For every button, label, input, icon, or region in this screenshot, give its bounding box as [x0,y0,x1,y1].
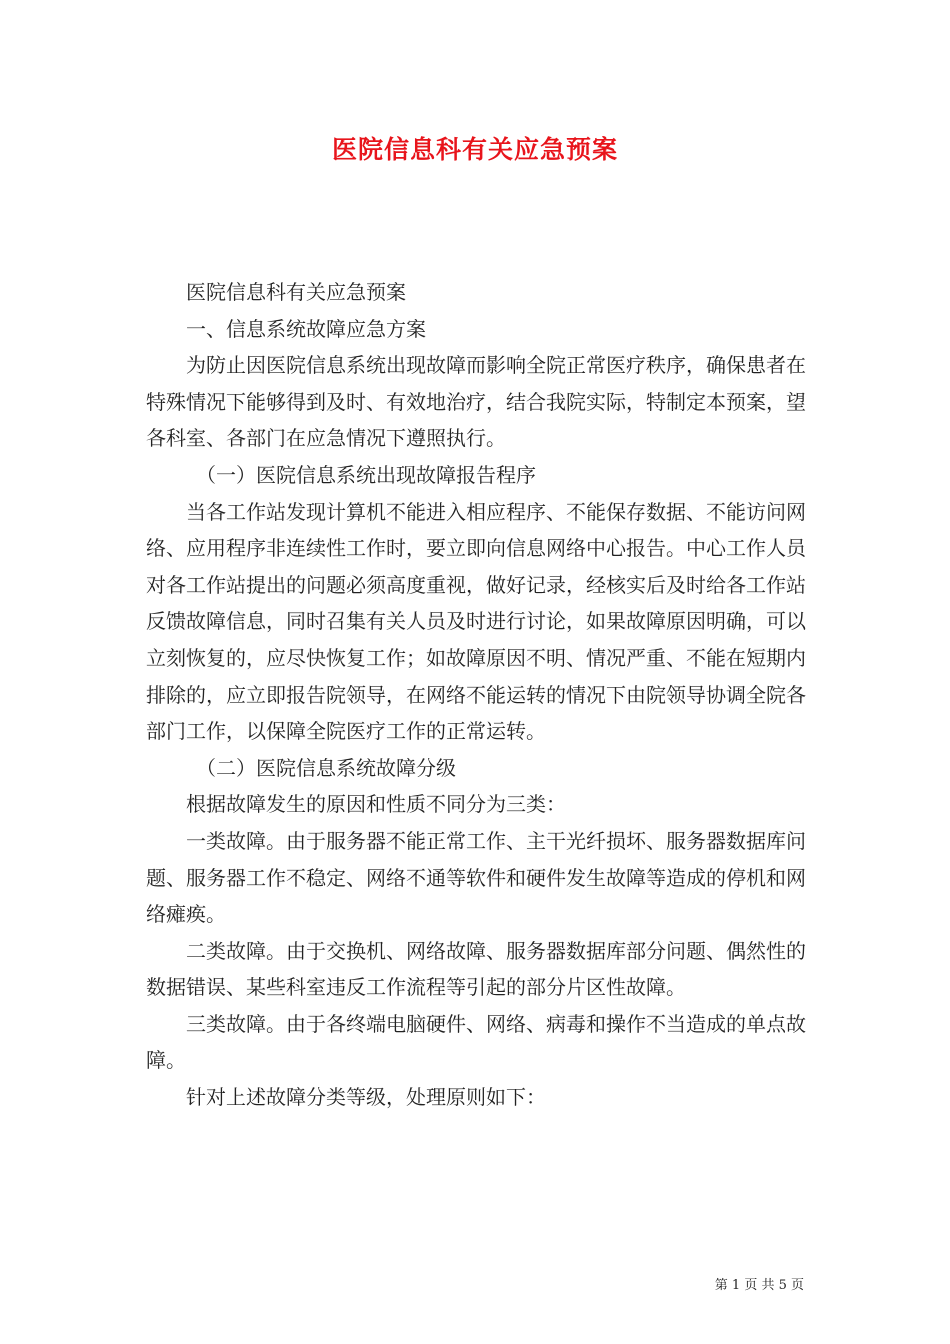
section-heading: 一、信息系统故障应急方案 [186,316,426,341]
page-number-footer: 第 1 页 共 5 页 [714,1278,804,1293]
paragraph: 一类故障。由于服务器不能正常工作、主干光纤损坏、服务器数据库问题、服务器工作不稳定、网络不通等软件和硬件发生故障等造成的停机和网络瘫痪。 [146,828,806,927]
subsection-heading: （二）医院信息系统故障分级 [196,755,456,780]
paragraph: 当各工作站发现计算机不能进入相应程序、不能保存数据、不能访问网络、应用程序非连续性工作时，要立即向信息网络中心报告。中心工作人员对各工作站提出的问题必须高度重视，做好记录，经核实后及时给各工作站反馈故障信息，同时召集有关人员及时进行讨论，如果故障原因明确，可以立刻恢复的，应尽快恢复工作；如故障原因不明、情况严重、不能在短期内排除的，应立即报告院领导，在网络不能运转的情况下由院领导协调全院各部门工作，以保障全院医疗工作的正常运转。 [146,499,806,744]
paragraph-heading: 医院信息科有关应急预案 [186,280,406,304]
paragraph: 针对上述故障分类等级，处理原则如下： [186,1085,546,1110]
document-body [146,274,806,1116]
paragraph: 为防止因医院信息系统出现故障而影响全院正常医疗秩序，确保患者在特殊情况下能够得到及时、有效地治疗，结合我院实际，特制定本预案，望各科室、各部门在应急情况下遵照执行。 [146,353,806,451]
page-title: 医院信息科有关应急预案 [331,135,618,164]
paragraph: 根据故障发生的原因和性质不同分为三类： [186,792,566,817]
paragraph: 三类故障。由于各终端电脑硬件、网络、病毒和操作不当造成的单点故障。 [146,1011,806,1073]
subsection-heading: （一）医院信息系统出现故障报告程序 [196,462,536,487]
paragraph: 二类故障。由于交换机、网络故障、服务器数据库部分问题、偶然性的数据错误、某些科室违反工作流程等引起的部分片区性故障。 [146,938,806,1000]
